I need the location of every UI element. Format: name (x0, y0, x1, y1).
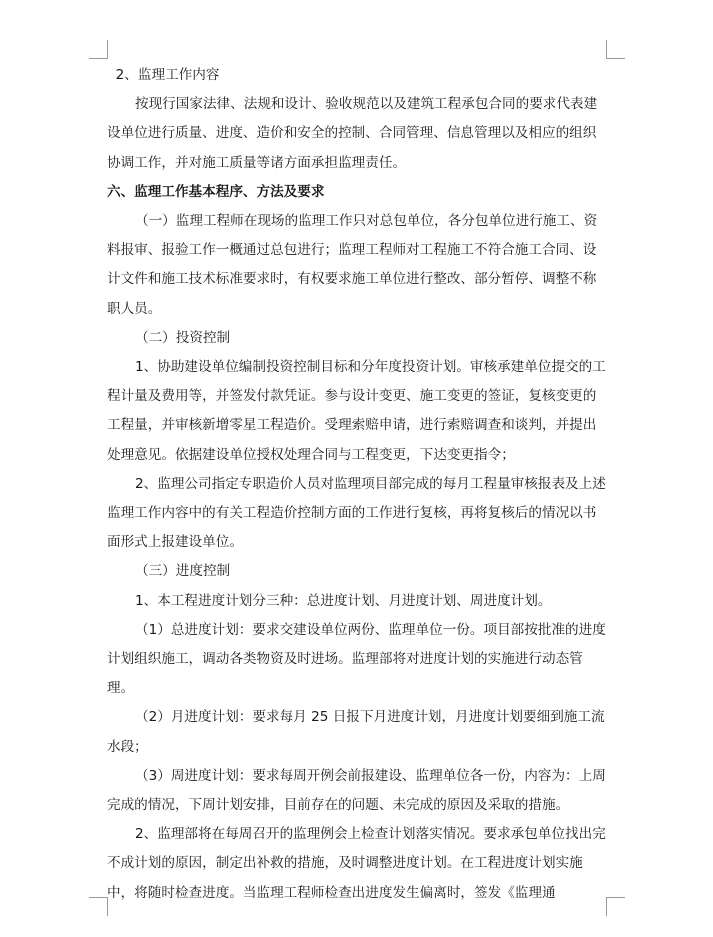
crop-mark-top-right (606, 40, 625, 59)
paragraph-schedule-1: 1、本工程进度计划分三种：总进度计划、月进度计划、周进度计划。 (135, 592, 552, 609)
paragraph-work-content: 按现行国家法律、法规和设计、验收规范以及建筑工程承包合同的要求代表建设单位进行质量、进度、造价和安全的控制、合同管理、信息管理以及相应的组织协调工作，并对施工质量等诸方面承担监理责任。 (107, 96, 598, 171)
crop-mark-bottom-left (89, 897, 108, 916)
crop-mark-top-left (89, 40, 108, 59)
subsection-heading-work-content: 2、监理工作内容 (107, 67, 220, 83)
paragraph-general-procedure: （一）监理工程师在现场的监理工作只对总包单位，各分包单位进行施工、资料报审、报验工作一概通过总包进行；监理工程师对工程施工不符合施工合同、设计文件和施工技术标准要求时，有权要求施工单位进行整改、部分暂停、调整不称职人员。 (107, 213, 598, 317)
paragraph-investment-1: 1、协助建设单位编制投资控制目标和分年度投资计划。审核承建单位提交的工程计量及费用等，并签发付款凭证。参与设计变更、施工变更的签证，复核变更的工程量，并审核新增零星工程造价。受理索赔申请，进行索赔调查和谈判，并提出处理意见。依据建设单位授权处理合同与工程变更，下达变更指令； (107, 359, 606, 463)
crop-mark-bottom-right (606, 897, 625, 916)
paragraph-master-schedule: （1）总进度计划：要求交建设单位两份、监理单位一份。项目部按批准的进度计划组织施工，调动各类物资及时进场。监理部将对进度计划的实施进行动态管理。 (107, 621, 606, 697)
paragraph-monthly-schedule: （2）月进度计划：要求每月 25 日报下月进度计划，月进度计划要细到施工流水段； (107, 709, 605, 755)
document-body (107, 61, 606, 908)
paragraph-schedule-2: 2、监理部将在每周召开的监理例会上检查计划落实情况。要求承包单位找出完不成计划的原因，制定出补救的措施，及时调整进度计划。在工程进度计划实施中，将随时检查进度。当监理工程师检查出进度发生偏离时，签发《监理通 (107, 826, 606, 901)
subheading-investment-control: （二）投资控制 (135, 329, 231, 346)
section-heading-6: 六、监理工作基本程序、方法及要求 (107, 183, 325, 200)
paragraph-investment-2: 2、监理公司指定专职造价人员对监理项目部完成的每月工程量审核报表及上述监理工作内容中的有关工程造价控制方面的工作进行复核，再将复核后的情况以书面形式上报建设单位。 (107, 475, 606, 551)
paragraph-weekly-schedule: （3）周进度计划：要求每周开例会前报建设、监理单位各一份，内容为：上周完成的情况，下周计划安排，目前存在的问题、未完成的原因及采取的措施。 (107, 767, 606, 814)
subheading-schedule-control: （三）进度控制 (135, 563, 231, 580)
